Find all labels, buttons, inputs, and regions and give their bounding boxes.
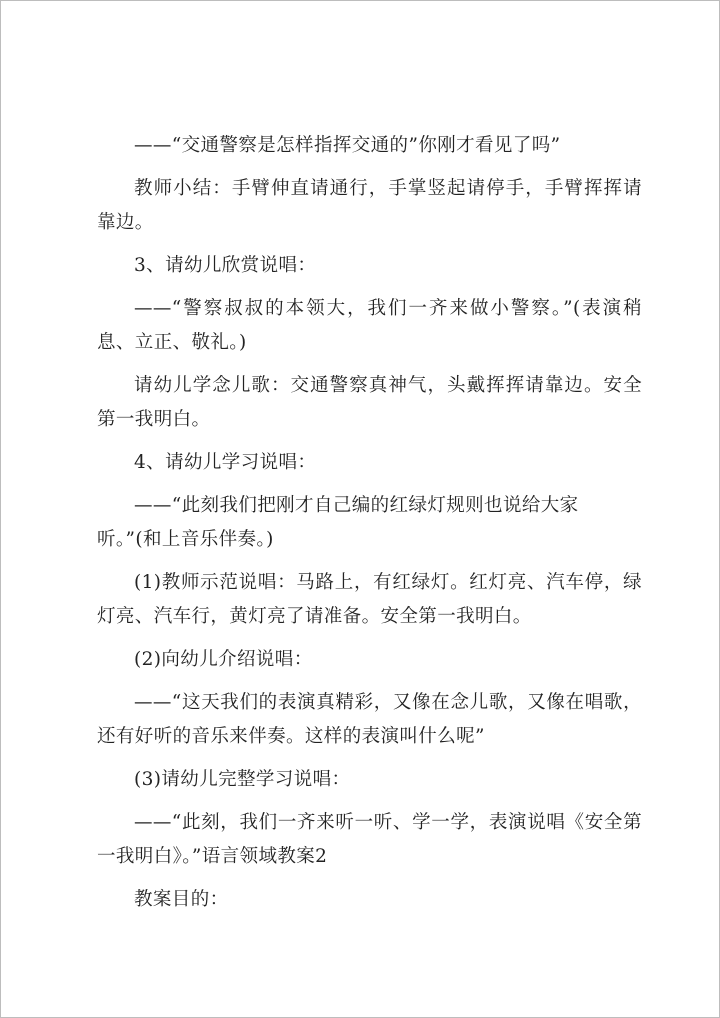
- paragraph-police-skills: ——“警察叔叔的本领大，我们一齐来做小警察。”(表演稍息、立正、敬礼。): [97, 298, 642, 353]
- paragraph-teacher-summary: 教师小结：手臂伸直请通行，手掌竖起请停手，手臂挥挥请靠边。: [97, 178, 642, 233]
- paragraph-demo: (1)教师示范说唱：马路上，有红绿灯。红灯亮、汽车停，绿灯亮、汽车行，黄灯亮了请准备。安全第一我明白。: [97, 572, 642, 627]
- paragraph-traffic-rules: ——“此刻我们把刚才自己编的红绿灯规则也说给大家听。”(和上音乐伴奏。): [97, 495, 579, 550]
- paragraph-complete-learning: (3)请幼儿完整学习说唱：: [134, 769, 351, 790]
- paragraph-listen-learn: ——“此刻，我们一齐来听一听、学一学，表演说唱《安全第一我明白》。”语言领域教案2: [97, 812, 642, 867]
- paragraph-objectives: 教案目的：: [134, 889, 229, 910]
- paragraph-performance: ——“这天我们的表演真精彩，又像在念儿歌，又像在唱歌，还有好听的音乐来伴奏。这样的表演叫什么呢”: [97, 692, 642, 747]
- paragraph-step-4: 4、请幼儿学习说唱：: [134, 452, 317, 473]
- paragraph-rhyme: 请幼儿学念儿歌：交通警察真神气，头戴挥挥请靠边。安全第一我明白。: [97, 375, 642, 430]
- paragraph-introduce: (2)向幼儿介绍说唱：: [134, 649, 313, 670]
- paragraph-step-3: 3、请幼儿欣赏说唱：: [134, 255, 317, 276]
- paragraph-question: ——“交通警察是怎样指挥交通的”你刚才看见了吗”: [134, 135, 561, 156]
- document-body: [97, 129, 642, 926]
